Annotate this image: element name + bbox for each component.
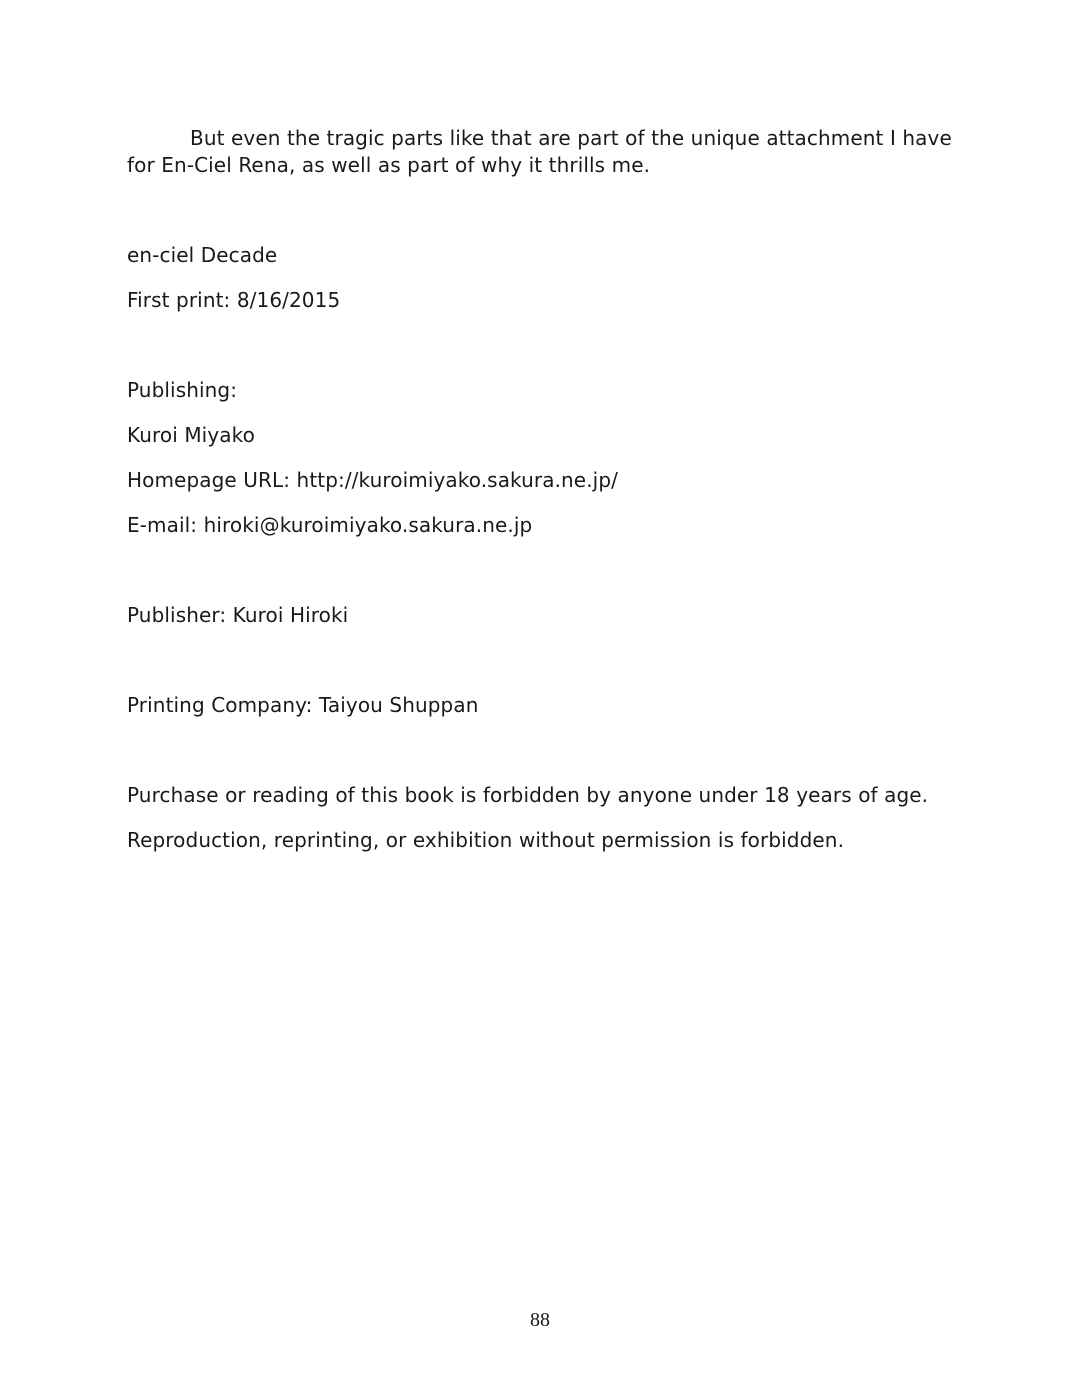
email-address: E-mail: hiroki@kuroimiyako.sakura.ne.jp	[127, 513, 533, 537]
homepage-url: Homepage URL: http://kuroimiyako.sakura.ne.jp/	[127, 468, 618, 492]
publishing-name: Kuroi Miyako	[127, 423, 255, 447]
page-number: 88	[530, 1309, 550, 1331]
publishing-heading: Publishing:	[127, 378, 238, 402]
book-title: en-ciel Decade	[127, 243, 278, 267]
age-restriction-notice: Purchase or reading of this book is forbidden by anyone under 18 years of age.	[127, 783, 929, 807]
first-print-date: First print: 8/16/2015	[127, 288, 341, 312]
reproduction-notice: Reproduction, reprinting, or exhibition without permission is forbidden.	[127, 828, 845, 852]
printing-company-line: Printing Company: Taiyou Shuppan	[127, 693, 479, 717]
paragraph-line-2: for En-Ciel Rena, as well as part of why it thrills me.	[127, 153, 651, 177]
publisher-line: Publisher: Kuroi Hiroki	[127, 603, 349, 627]
paragraph-line-1: But even the tragic parts like that are part of the unique attachment I have	[190, 126, 952, 150]
